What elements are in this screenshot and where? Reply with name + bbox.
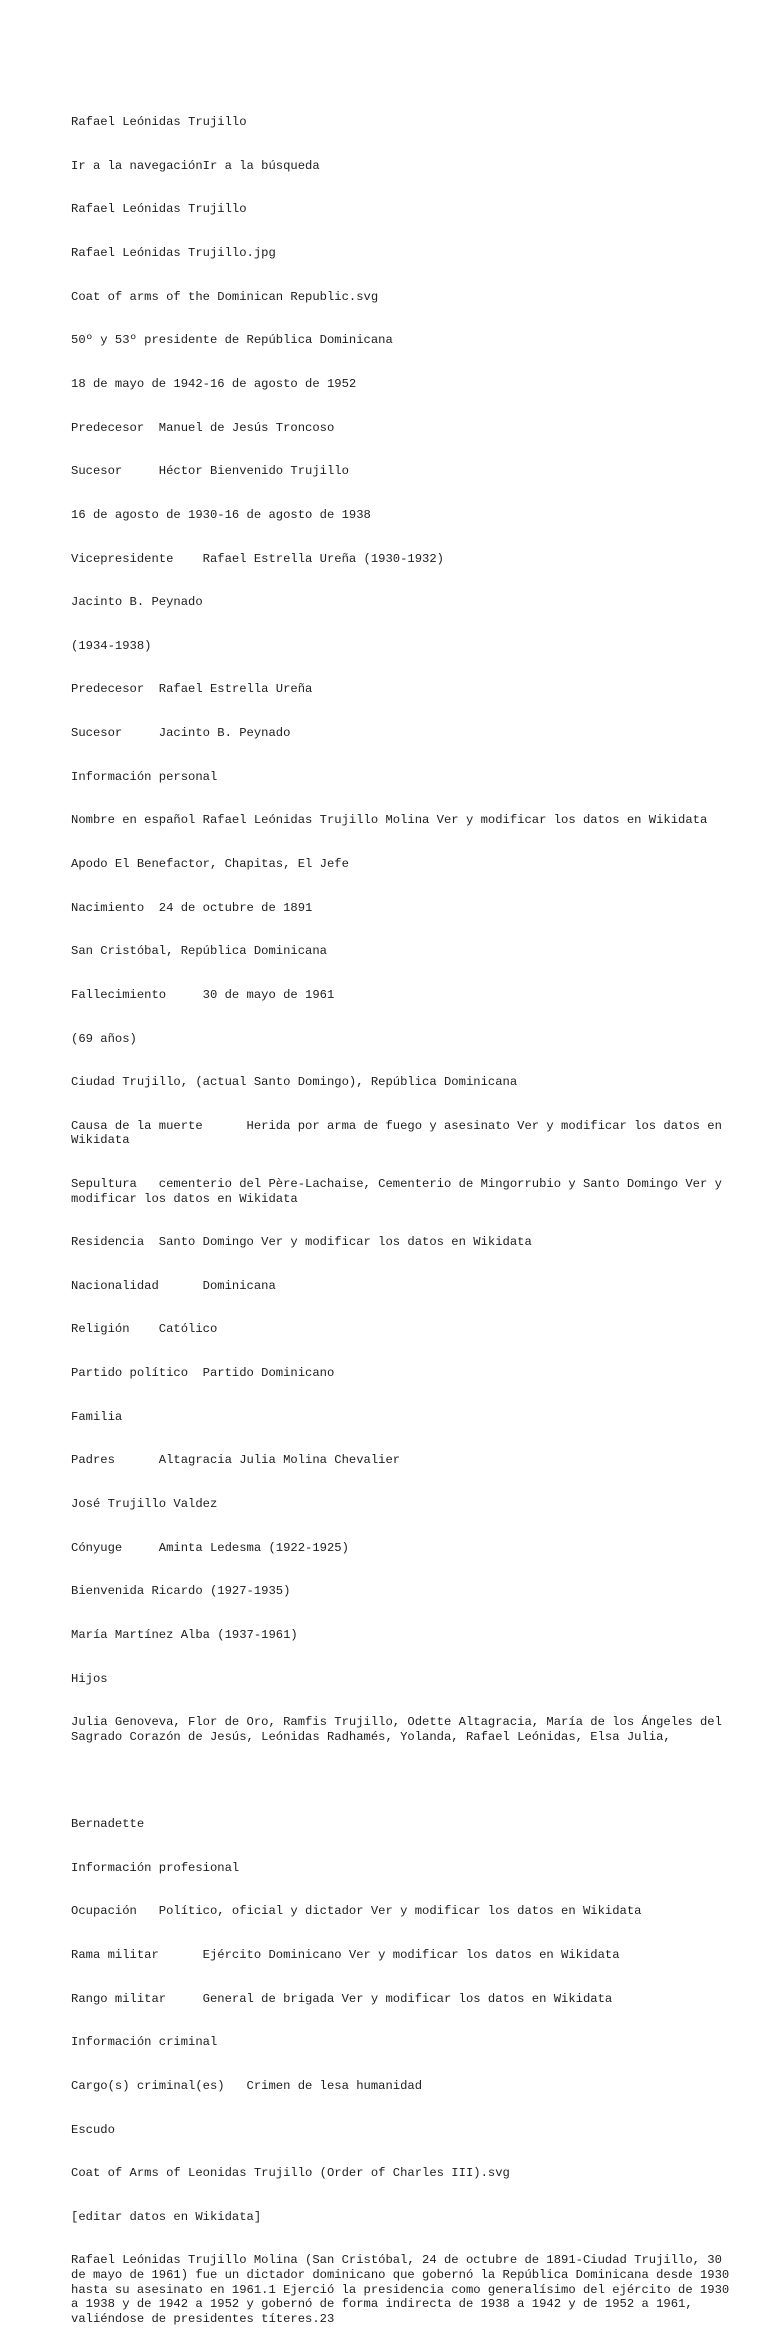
religion-row: Religión Católico <box>71 1322 218 1337</box>
military-rank-row: Rango militar General de brigada Ver y modificar los datos en Wikidata <box>71 1991 613 2006</box>
children-label: Hijos <box>71 1671 108 1686</box>
predecessor-row-second: Predecesor Manuel de Jesús Troncoso <box>71 420 335 435</box>
party-row: Partido político Partido Dominicano <box>71 1366 335 1381</box>
military-branch-row: Rama militar Ejército Dominicano Ver y modificar los datos en Wikidata <box>71 1948 620 1962</box>
spanish-name-row: Nombre en español Rafael Leónidas Trujillo Molina Ver y modificar los datos en Wikidata <box>71 813 708 828</box>
term-dates-first: 16 de agosto de 1930-16 de agosto de 1938 <box>71 507 371 522</box>
skip-links[interactable]: Ir a la navegaciónIr a la búsqueda <box>71 158 320 173</box>
spouse-second: Bienvenida Ricardo (1927-1935) <box>71 1584 291 1599</box>
successor-row-first: Sucesor Jacinto B. Peynado <box>71 726 291 741</box>
death-row: Fallecimiento 30 de mayo de 1961 <box>71 987 335 1002</box>
coat-of-arms-filename: Coat of arms of the Dominican Republic.svg <box>71 289 379 304</box>
section-heading-professional: Información profesional <box>71 1860 240 1875</box>
vicepresident-second-dates: (1934-1938) <box>71 638 152 653</box>
section-heading-criminal: Información criminal <box>71 2035 218 2050</box>
burial-row: Sepultura cementerio del Père-Lachaise, Cementerio de Mingorrubio y Santo Domingo Ver y modificar los datos en Wikidata <box>71 1177 730 1206</box>
blank-line <box>71 1773 731 1788</box>
predecessor-row-first: Predecesor Rafael Estrella Ureña <box>71 682 313 697</box>
children-last: Bernadette <box>71 1817 145 1832</box>
portrait-filename: Rafael Leónidas Trujillo.jpg <box>71 246 276 261</box>
spouse-row: Cónyuge Aminta Ledesma (1922-1925) <box>71 1540 349 1555</box>
vicepresident-second: Jacinto B. Peynado <box>71 595 203 610</box>
cause-of-death-row: Causa de la muerte Herida por arma de fuego y asesinato Ver y modificar los datos en Wikidata <box>71 1118 730 1148</box>
section-heading-family: Familia <box>71 1409 123 1424</box>
birth-row: Nacimiento 24 de octubre de 1891 <box>71 900 313 915</box>
birth-place: San Cristóbal, República Dominicana <box>71 944 327 959</box>
occupation-row: Ocupación Político, oficial y dictador Ver y modificar los datos en Wikidata <box>71 1904 642 1919</box>
age-at-death: (69 años) <box>71 1031 137 1046</box>
intro-paragraph: Rafael Leónidas Trujillo Molina (San Cristóbal, 24 de octubre de 1891-Ciudad Trujillo, 30 de mayo de 1961) fue un dictador dominicano que gobernó la República Dominicana desde 1930 hasta su asesinato en 1961.1 Ejerció la presidencia como generalísimo del ejército de 1930 a 1938 y de 1942 a 1952 y gobernó de forma indirecta de 1938 a 1942 y de 1952 a 1961, valiéndose de presidentes títeres.23 <box>71 2253 737 2326</box>
office-title: 50º y 53º presidente de República Dominicana <box>71 333 393 348</box>
vicepresident-row: Vicepresidente Rafael Estrella Ureña (1930-1932) <box>71 551 444 566</box>
edit-wikidata-link[interactable]: [editar datos en Wikidata] <box>71 2209 262 2224</box>
shield-label: Escudo <box>71 2122 115 2137</box>
parents-row: Padres Altagracia Julia Molina Chevalier <box>71 1453 401 1468</box>
death-place: Ciudad Trujillo, (actual Santo Domingo), República Dominicana <box>71 1075 518 1090</box>
spouse-third: María Martínez Alba (1937-1961) <box>71 1627 298 1642</box>
nationality-row: Nacionalidad Dominicana <box>71 1278 276 1293</box>
page-title: Rafael Leónidas Trujillo <box>71 115 247 130</box>
nickname-row: Apodo El Benefactor, Chapitas, El Jefe <box>71 856 349 871</box>
section-heading-personal: Información personal <box>71 769 218 784</box>
term-dates-second: 18 de mayo de 1942-16 de agosto de 1952 <box>71 376 357 391</box>
successor-row-second: Sucesor Héctor Bienvenido Trujillo <box>71 464 349 479</box>
children-list: Julia Genoveva, Flor de Oro, Ramfis Trujillo, Odette Altagracia, María de los Ángeles del Sagrado Corazón de Jesús, Leónidas Radhamés, Yolanda, Rafael Leónidas, Elsa Julia, <box>71 1715 730 1744</box>
document-text <box>71 86 737 2341</box>
criminal-charges-row: Cargo(s) criminal(es) Crimen de lesa humanidad <box>71 2078 423 2093</box>
residence-row: Residencia Santo Domingo Ver y modificar los datos en Wikidata <box>71 1235 532 1250</box>
parent-father: José Trujillo Valdez <box>71 1497 218 1512</box>
shield-filename: Coat of Arms of Leonidas Trujillo (Order of Charles III).svg <box>71 2166 510 2181</box>
infobox-title: Rafael Leónidas Trujillo <box>71 202 247 217</box>
